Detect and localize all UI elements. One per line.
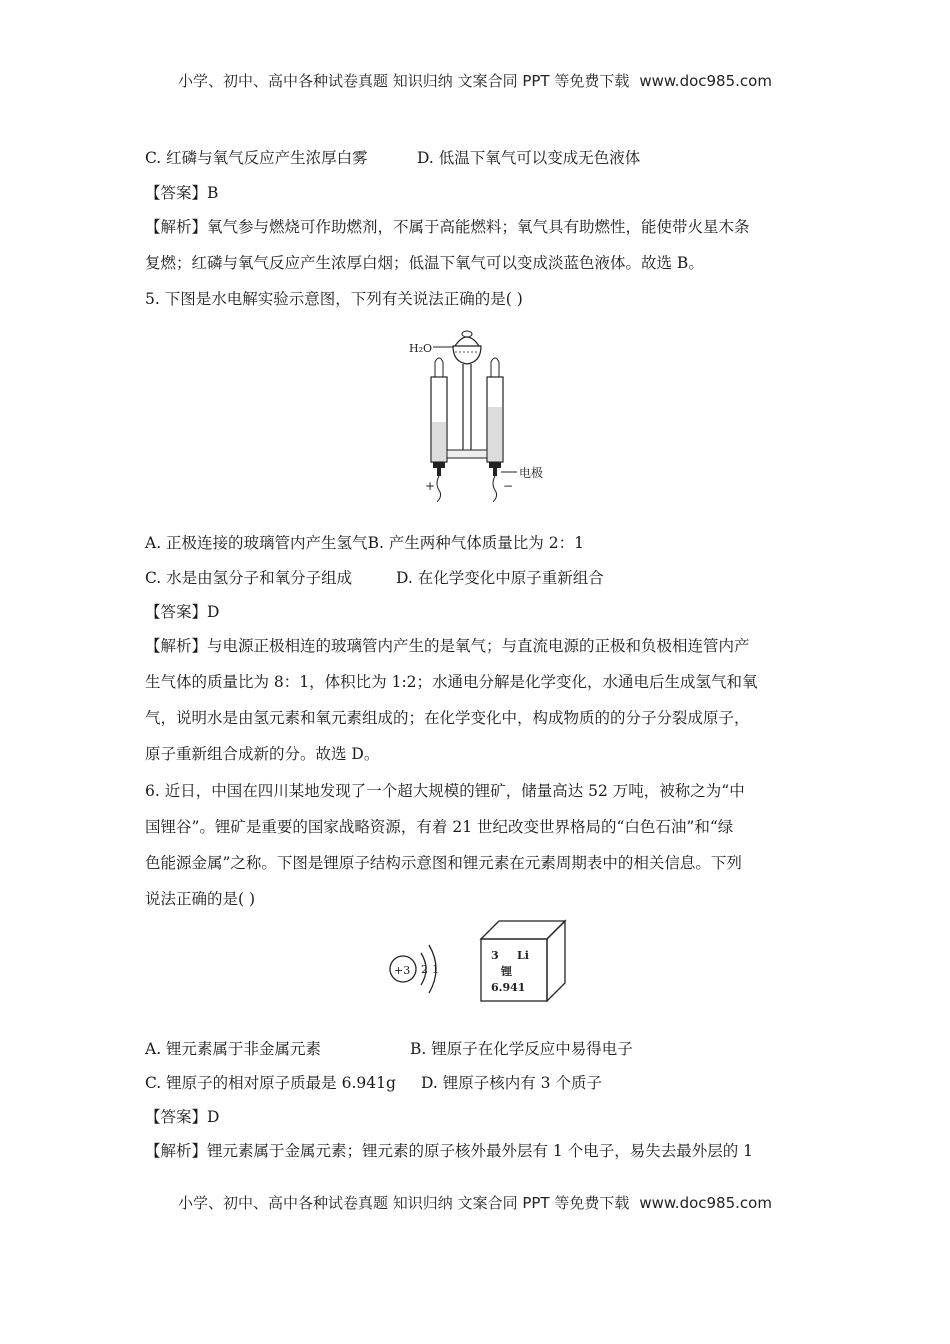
q5-options-ab: [145, 531, 584, 553]
electrode-label: 电极: [519, 466, 544, 480]
q6-analysis-line: 【解析】锂元素属于金属元素；锂元素的原子核外最外层有 1 个电子，易失去最外层的 1: [145, 1142, 754, 1160]
shell-1-electrons: 2: [421, 963, 428, 976]
q6-options-ab: [145, 1037, 633, 1059]
electrolysis-diagram: [405, 322, 565, 502]
water-label: H₂O: [409, 342, 433, 355]
q5-options-cd: [145, 566, 604, 588]
q6-option-c: C. 锂原子的相对原子质最是 6.941g: [145, 1074, 396, 1092]
q6-option-a: A. 锂元素属于非金属元素: [145, 1040, 322, 1058]
footer-url[interactable]: www.doc985.com: [639, 1194, 772, 1212]
q4-analysis-line: 复燃；红磷与氧气反应产生浓厚白烟；低温下氧气可以变成淡蓝色液体。故选 B。: [145, 254, 704, 272]
q5-option-d: D. 在化学变化中原子重新组合: [396, 569, 604, 587]
q6-stem-line: 国锂谷”。锂矿是重要的国家战略资源，有着 21 世纪改变世界格局的“白色石油”和“绿: [145, 818, 734, 836]
q4-analysis-line: 【解析】氧气参与燃烧可作助燃剂，不属于高能燃料；氧气具有助燃性，能使带火星木条: [145, 218, 750, 236]
shell-2-electrons: 1: [432, 963, 439, 976]
element-symbol: Li: [517, 949, 529, 962]
q5-option-c: C. 水是由氢分子和氧分子组成: [145, 569, 353, 587]
q5-stem: 5. 下图是水电解实验示意图，下列有关说法正确的是( ): [145, 290, 523, 308]
q5-analysis-line: 气，说明水是由氢元素和氧元素组成的；在化学变化中，构成物质的的分子分裂成原子，: [145, 709, 750, 727]
page-footer: [0, 1192, 950, 1213]
periodic-table-cell: [477, 917, 569, 1002]
q5-answer: 【答案】D: [145, 603, 220, 621]
q4-option-c: C. 红磷与氧气反应产生浓厚白雾: [145, 149, 368, 167]
q6-stem-line: 6. 近日，中国在四川某地发现了一个超大规模的锂矿，储量高达 52 万吨，被称之为“中: [145, 782, 745, 800]
minus-sign: −: [503, 479, 514, 493]
q6-option-b: B. 锂原子在化学反应中易得电子: [410, 1040, 633, 1058]
q6-stem-line: 说法正确的是( ): [145, 890, 256, 908]
q6-options-cd: [145, 1071, 602, 1093]
q4-options-cd: [145, 146, 640, 168]
lithium-atom-diagram: [385, 935, 455, 1005]
header-url[interactable]: www.doc985.com: [639, 72, 772, 90]
q4-answer: 【答案】B: [145, 184, 219, 202]
element-name: 锂: [501, 965, 512, 978]
page-header: [0, 70, 950, 91]
q5-option-a: A. 正极连接的玻璃管内产生氢气: [145, 534, 368, 552]
plus-sign: +: [425, 479, 436, 493]
nucleus-charge: +3: [394, 964, 411, 977]
q4-option-d: D. 低温下氧气可以变成无色液体: [417, 149, 641, 167]
header-text: 小学、初中、高中各种试卷真题 知识归纳 文案合同 PPT 等免费下载: [178, 72, 630, 90]
q5-analysis-line: 原子重新组合成新的分。故选 D。: [145, 745, 380, 763]
atomic-number: 3: [491, 949, 499, 962]
atomic-mass: 6.941: [491, 981, 526, 994]
q5-analysis-line: 【解析】与电源正极相连的玻璃管内产生的是氧气；与直流电源的正极和负极相连管内产: [145, 637, 750, 655]
q6-answer: 【答案】D: [145, 1108, 220, 1126]
q5-option-b: B. 产生两种气体质量比为 2：1: [367, 534, 584, 552]
q6-option-d: D. 锂原子核内有 3 个质子: [421, 1074, 602, 1092]
q6-stem-line: 色能源金属”之称。下图是锂原子结构示意图和锂元素在元素周期表中的相关信息。下列: [145, 854, 742, 872]
q5-analysis-line: 生气体的质量比为 8：1，体积比为 1:2；水通电分解是化学变化，水通电后生成氢气和氧: [145, 673, 758, 691]
footer-text: 小学、初中、高中各种试卷真题 知识归纳 文案合同 PPT 等免费下载: [178, 1194, 630, 1212]
